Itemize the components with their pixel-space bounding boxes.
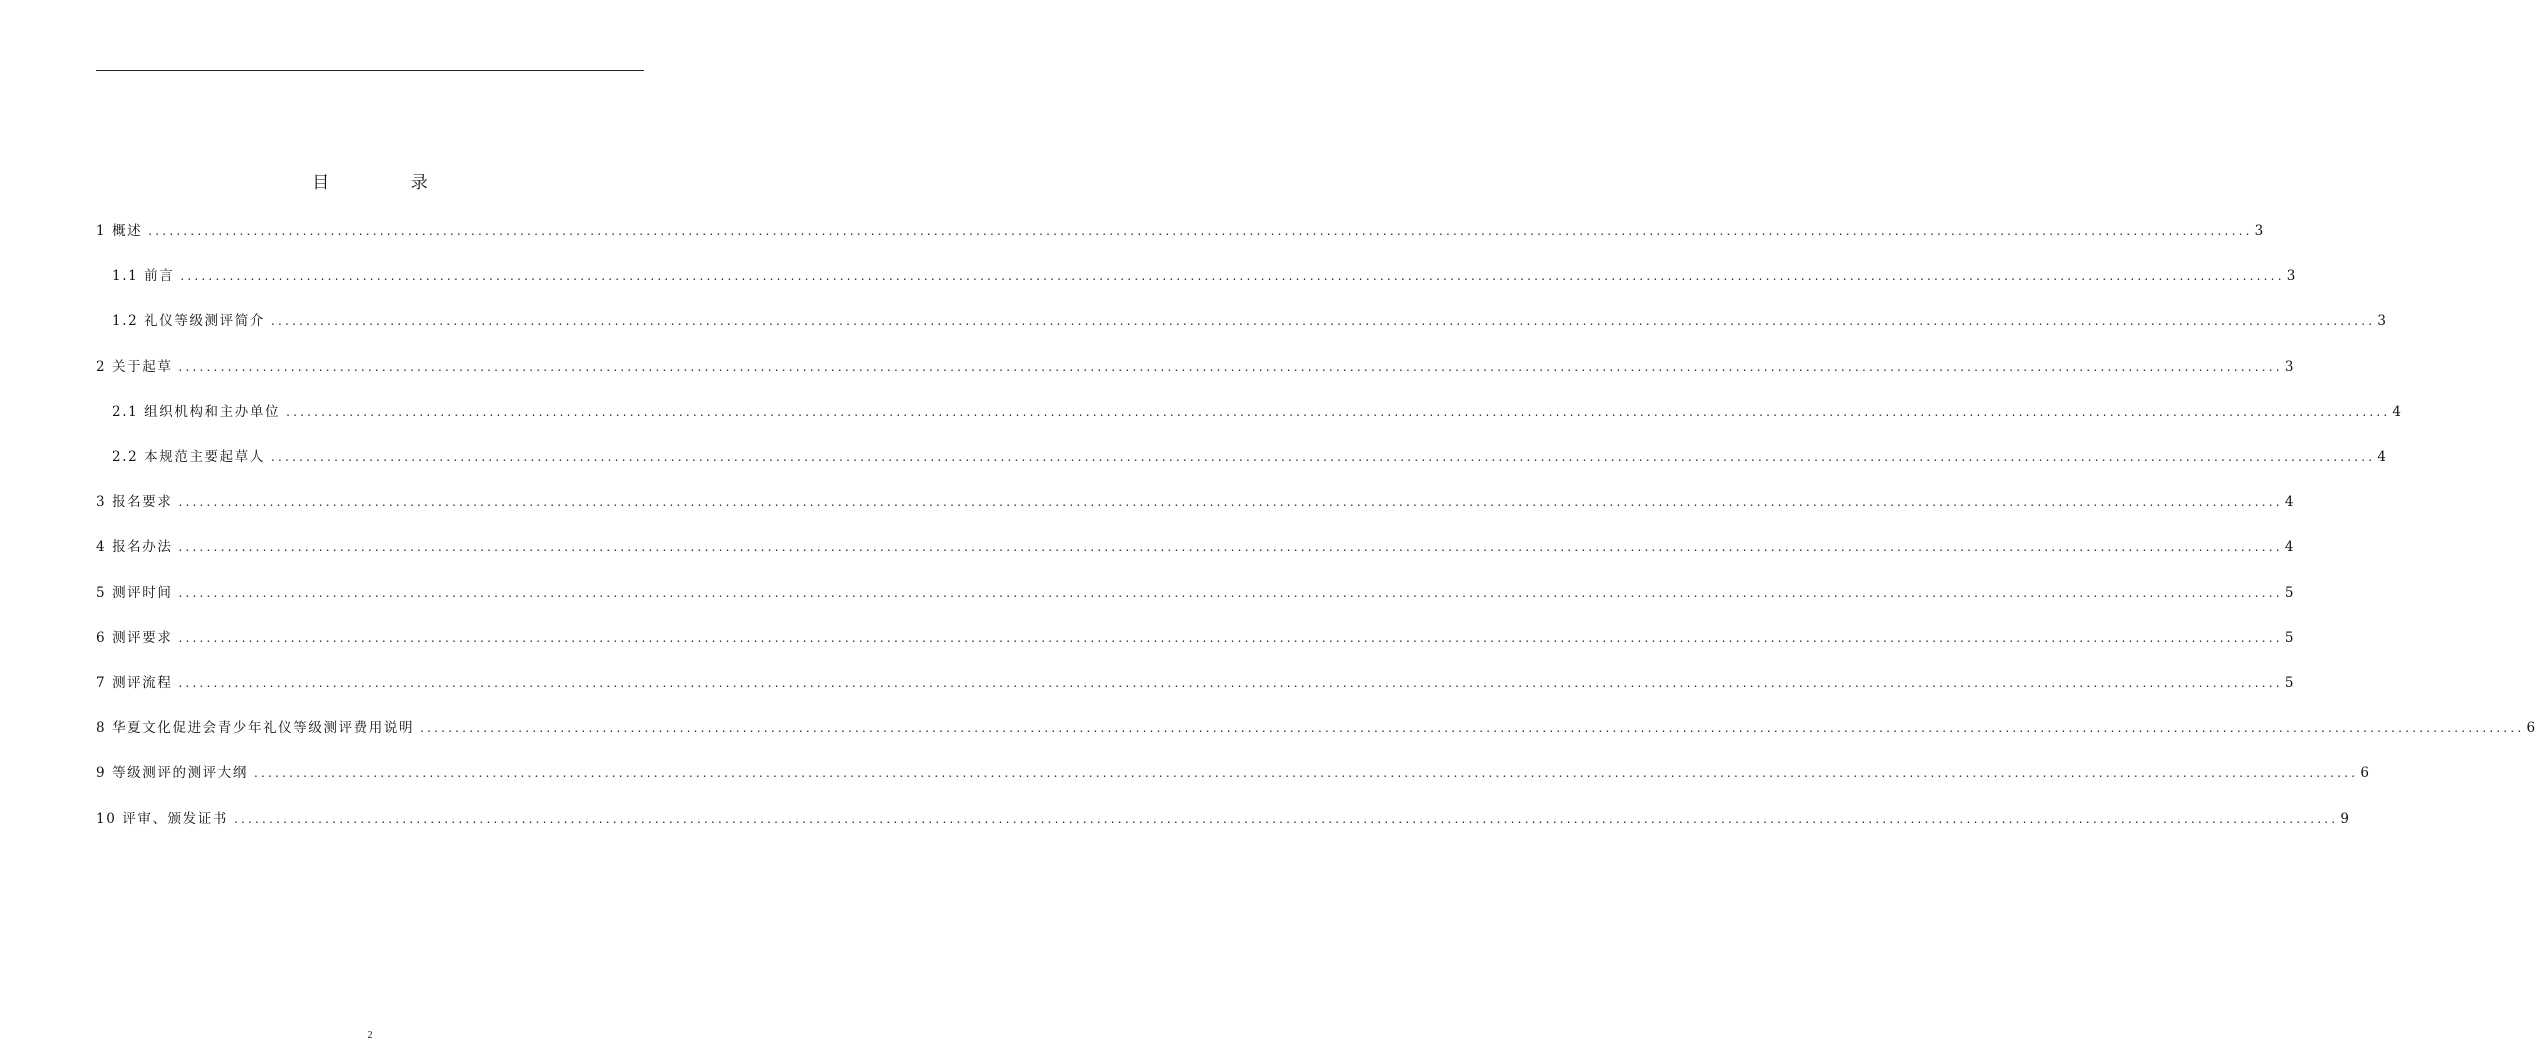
toc-leader-dots: ............................................................................................................................................................................................................................................................................................................ — [178, 585, 2283, 600]
toc-entry-page: 5 — [2284, 584, 2294, 601]
toc-entry-label: 1.2 礼仪等级测评简介 — [112, 313, 265, 330]
toc-entry[interactable] — [112, 400, 2401, 422]
toc-title: 目 录 — [312, 173, 466, 193]
toc-entry-label: 2.2 本规范主要起草人 — [112, 449, 265, 465]
toc-leader-dots: ............................................................................................................................................................................................................................................................................................................ — [420, 721, 2525, 736]
toc-leader-dots: ............................................................................................................................................................................................................................................................................................................ — [270, 450, 2376, 464]
toc-entry-page: 3 — [2286, 268, 2296, 285]
toc-entry-page: 4 — [2284, 539, 2294, 556]
toc-leader-dots: ............................................................................................................................................................................................................................................................................................................ — [178, 359, 2283, 374]
toc-entry[interactable] — [96, 490, 2294, 512]
toc-entry[interactable] — [96, 355, 2294, 377]
toc-entry-label: 1.1 前言 — [112, 268, 175, 285]
toc-entry-page: 3 — [2284, 358, 2294, 375]
toc-entry-page: 3 — [2377, 313, 2386, 330]
header-rule — [96, 70, 644, 71]
toc-leader-dots: ............................................................................................................................................................................................................................................................................................................ — [286, 404, 2391, 419]
toc-entry-label: 4 报名办法 — [96, 539, 173, 556]
toc-leader-dots: ............................................................................................................................................................................................................................................................................................................ — [148, 224, 2253, 238]
toc-entry[interactable] — [96, 807, 2349, 829]
toc-entry[interactable] — [112, 445, 2386, 467]
toc-entry-label: 2.1 组织机构和主办单位 — [112, 403, 281, 420]
toc-leader-dots: ............................................................................................................................................................................................................................................................................................................ — [270, 314, 2376, 329]
page-number: 2 — [367, 1030, 373, 1041]
toc-leader-dots: ............................................................................................................................................................................................................................................................................................................ — [178, 676, 2283, 690]
toc-entry-label: 1 概述 — [96, 223, 143, 239]
toc-entry-label: 8 华夏文化促进会青少年礼仪等级测评费用说明 — [96, 720, 415, 737]
toc-entry-label: 10 评审、颁发证书 — [96, 810, 228, 827]
toc-entry[interactable] — [96, 671, 2294, 693]
toc-entry[interactable] — [96, 761, 2369, 783]
toc-entry-label: 7 测评流程 — [96, 675, 173, 691]
toc-entry[interactable] — [112, 264, 2296, 286]
toc-entry-page: 4 — [2377, 449, 2386, 465]
toc-entry-page: 9 — [2340, 810, 2349, 827]
toc-leader-dots: ............................................................................................................................................................................................................................................................................................................ — [180, 269, 2285, 284]
toc-entry[interactable] — [96, 581, 2294, 603]
toc-entry-page: 3 — [2254, 223, 2264, 239]
toc-entry[interactable] — [96, 535, 2294, 557]
toc-leader-dots: ............................................................................................................................................................................................................................................................................................................ — [233, 811, 2339, 826]
toc-entry[interactable] — [112, 309, 2386, 331]
toc-leader-dots: ............................................................................................................................................................................................................................................................................................................ — [253, 766, 2359, 781]
toc-entry[interactable] — [96, 716, 2535, 738]
toc-entry-page: 5 — [2284, 629, 2294, 646]
toc-entry-label: 5 测评时间 — [96, 584, 173, 601]
toc-entry[interactable] — [96, 219, 2264, 241]
toc-entry-page: 6 — [2526, 720, 2535, 737]
toc-entry[interactable] — [96, 626, 2294, 648]
toc-entry-label: 2 关于起草 — [96, 358, 173, 375]
toc-leader-dots: ............................................................................................................................................................................................................................................................................................................ — [178, 495, 2283, 510]
toc-leader-dots: ............................................................................................................................................................................................................................................................................................................ — [178, 540, 2283, 555]
toc-entry-page: 4 — [2392, 403, 2401, 420]
toc-entry-label: 9 等级测评的测评大纲 — [96, 765, 248, 782]
toc-leader-dots: ............................................................................................................................................................................................................................................................................................................ — [178, 630, 2283, 645]
toc-entry-page: 5 — [2284, 675, 2294, 691]
toc-entry-label: 3 报名要求 — [96, 494, 173, 511]
toc-entry-page: 6 — [2360, 765, 2369, 782]
toc-entry-page: 4 — [2284, 494, 2294, 511]
toc-entry-label: 6 测评要求 — [96, 629, 173, 646]
